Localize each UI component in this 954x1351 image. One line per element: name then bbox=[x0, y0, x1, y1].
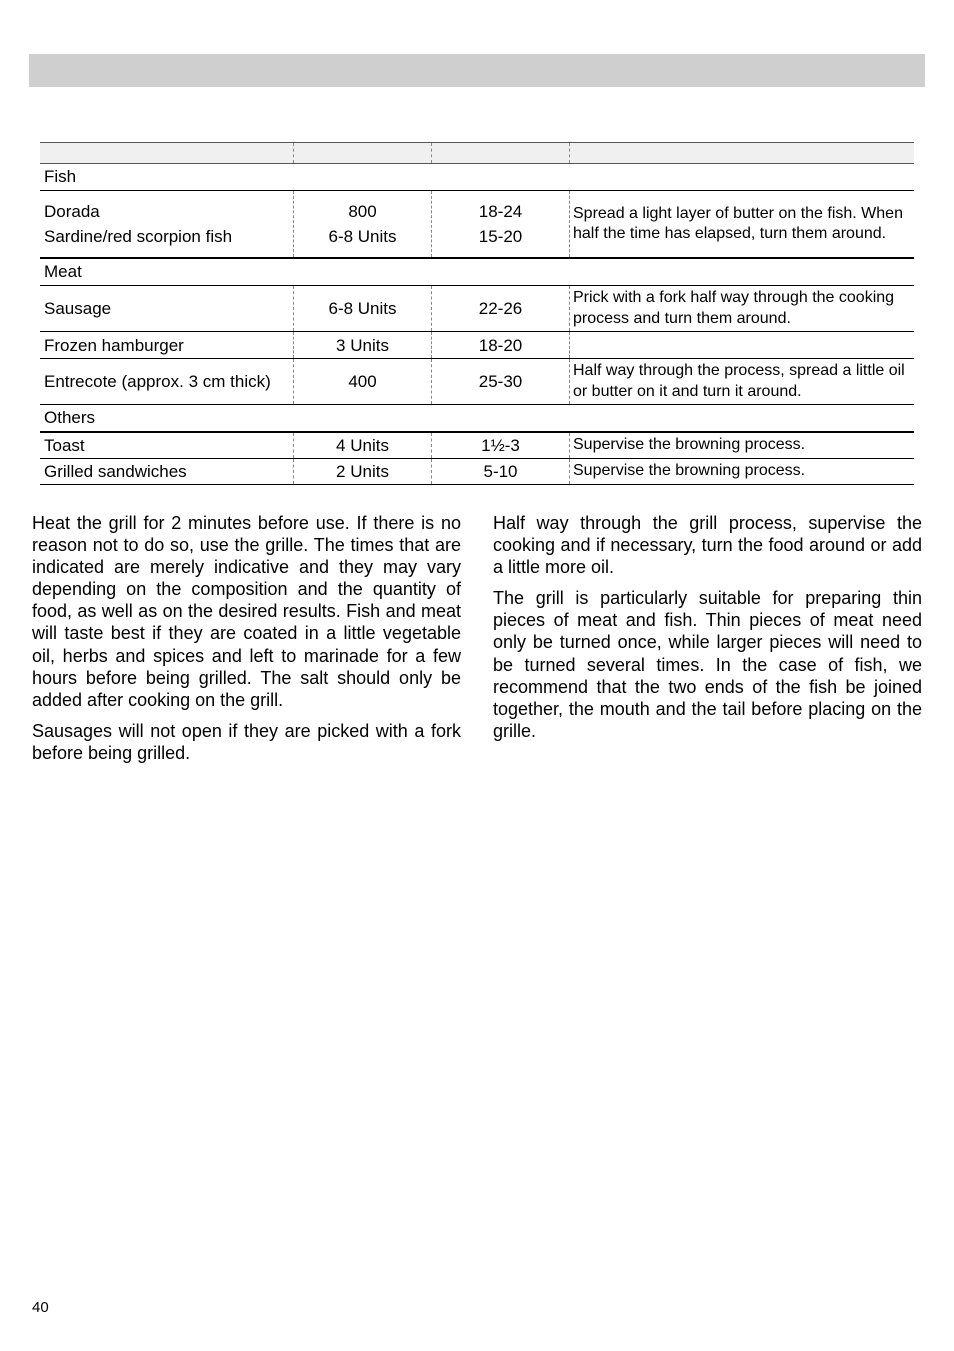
cooking-note: Supervise the browning process. bbox=[573, 462, 806, 480]
table-row bbox=[40, 459, 914, 485]
paragraph: The grill is particularly suitable for preparing thin pieces of meat and fish. Thin pieces of meat need only be turned once, while larger pieces will need to be turned several times. In the case of fish, we recommend that the two ends of the fish be joined together, the mouth and the tail before placing on the grille. bbox=[493, 588, 922, 741]
food-quantity: 6-8 Units bbox=[328, 227, 397, 246]
food-name: Toast bbox=[44, 436, 85, 455]
paragraph: Sausages will not open if they are picked with a fork before being grilled. bbox=[32, 720, 461, 763]
cooking-time: 1½-3 bbox=[481, 436, 520, 455]
food-quantity: 2 Units bbox=[336, 462, 389, 481]
page-number: 40 bbox=[32, 1299, 49, 1316]
food-name: Dorada bbox=[44, 202, 100, 221]
table-row bbox=[40, 191, 914, 259]
food-quantity: 3 Units bbox=[336, 335, 389, 355]
food-quantity: 800 bbox=[348, 202, 377, 221]
food-quantity: 4 Units bbox=[336, 436, 389, 455]
food-name: Frozen hamburger bbox=[44, 335, 184, 355]
left-column-text bbox=[32, 512, 461, 773]
header-cell-time bbox=[431, 143, 569, 163]
food-quantity: 400 bbox=[348, 372, 377, 391]
food-name: Entrecote (approx. 3 cm thick) bbox=[44, 372, 271, 391]
table-row bbox=[40, 433, 914, 459]
cooking-time: 22-26 bbox=[478, 299, 523, 318]
cooking-time: 15-20 bbox=[478, 227, 523, 246]
cooking-note: Prick with a fork half way through the cooking process and turn them around. bbox=[573, 289, 895, 327]
category-row-others bbox=[40, 405, 914, 433]
category-row-meat bbox=[40, 259, 914, 286]
food-name: Grilled sandwiches bbox=[44, 462, 187, 481]
paragraph: Heat the grill for 2 minutes before use. If there is no reason not to do so, use the grille. The times that are indicated are merely indicative and they may vary depending on the composition and the quantity of food, as well as on the desired results. Fish and meat will taste best if they are coated in a little vegetable oil, herbs and spices and left to marinade for a few hours before being grilled. The salt should only be added after cooking on the grill. bbox=[32, 513, 461, 710]
header-cell-food bbox=[40, 143, 293, 163]
paragraph: Half way through the grill process, supervise the cooking and if necessary, turn the food around or add a little more oil. bbox=[493, 513, 922, 578]
category-label: Fish bbox=[44, 167, 77, 186]
food-name: Sausage bbox=[44, 299, 112, 318]
table-header bbox=[40, 142, 914, 164]
food-quantity: 6-8 Units bbox=[328, 299, 397, 318]
cooking-time: 18-24 bbox=[478, 202, 523, 221]
category-label: Meat bbox=[44, 262, 82, 281]
cooking-note: Supervise the browning process. bbox=[573, 436, 806, 454]
cooking-time: 5-10 bbox=[483, 462, 518, 481]
cooking-time: 25-30 bbox=[478, 372, 523, 391]
header-cell-notes bbox=[569, 143, 914, 163]
table-row bbox=[40, 359, 914, 405]
cooking-note: Half way through the process, spread a little oil or butter on it and turn it around. bbox=[573, 362, 905, 400]
right-column-text bbox=[493, 512, 922, 751]
table-row bbox=[40, 286, 914, 332]
header-cell-quantity bbox=[293, 143, 431, 163]
category-label: Others bbox=[44, 408, 96, 427]
cooking-note: Spread a light layer of butter on the fish. When half the time has elapsed, turn them around. bbox=[573, 204, 903, 242]
category-row-fish bbox=[40, 164, 914, 191]
grill-table bbox=[40, 142, 914, 485]
table-row bbox=[40, 332, 914, 359]
cooking-time: 18-20 bbox=[478, 335, 523, 355]
header-band bbox=[29, 54, 925, 87]
food-name: Sardine/red scorpion fish bbox=[44, 227, 233, 246]
